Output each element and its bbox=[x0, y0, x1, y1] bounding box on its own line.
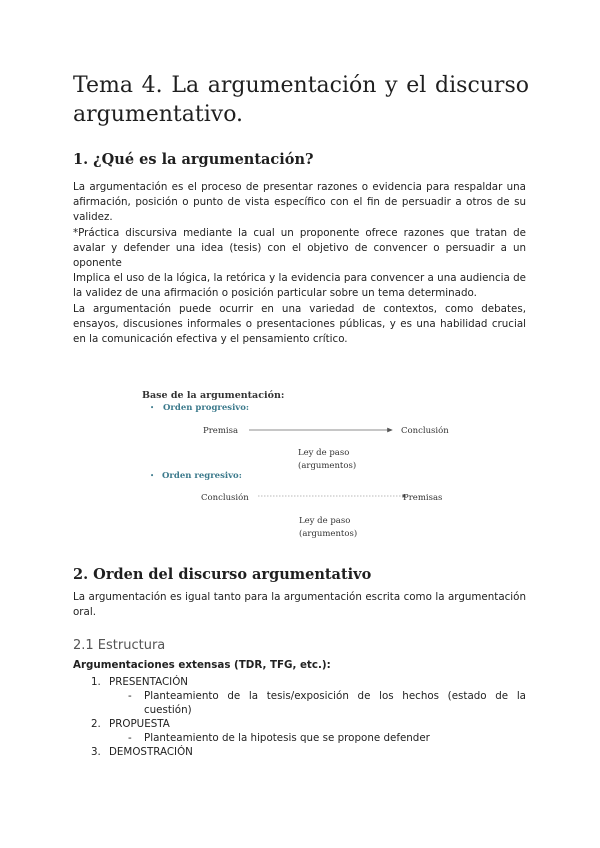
progressive-ley-de-paso: Ley de paso bbox=[298, 448, 350, 458]
list-item: DEMOSTRACIÓN bbox=[109, 746, 193, 758]
list-item: PRESENTACIÓN bbox=[109, 676, 189, 688]
progressive-argumentos: (argumentos) bbox=[298, 461, 357, 471]
list-item: PROPUESTA bbox=[109, 718, 170, 730]
argumentation-diagram bbox=[130, 380, 470, 545]
regressive-right-node: Premisas bbox=[403, 493, 443, 503]
sub-list-item: Planteamiento de la tesis/exposición de los hechos (estado de la cuestión) bbox=[144, 690, 526, 716]
paragraph: *Práctica discursiva mediante la cual un proponente ofrece razones que tratan de avalar y defender una idea (tesis) con el objetivo de convencer o persuadir a un oponente bbox=[73, 226, 526, 270]
regressive-left-node: Conclusión bbox=[201, 493, 249, 503]
list-number: 2. bbox=[91, 718, 101, 730]
regressive-argumentos: (argumentos) bbox=[299, 529, 358, 539]
sub-list-item: Planteamiento de la hipotesis que se propone defender bbox=[144, 732, 430, 744]
list-dash: - bbox=[128, 732, 132, 744]
progressive-left-node: Premisa bbox=[203, 426, 239, 436]
progressive-order-label: Orden progresivo: bbox=[163, 403, 250, 413]
regressive-ley-de-paso: Ley de paso bbox=[299, 516, 351, 526]
page-title: Tema 4. La argumentación y el discurso argumentativo. bbox=[73, 73, 529, 127]
section-1-heading: 1. ¿Qué es la argumentación? bbox=[73, 151, 314, 168]
bold-label: Argumentaciones extensas (TDR, TFG, etc.): bbox=[73, 659, 331, 671]
list-number: 3. bbox=[91, 746, 101, 758]
paragraph: Implica el uso de la lógica, la retórica y la evidencia para convencer a una audiencia de la validez de una afirmación o posición particular sobre un tema determinado. bbox=[73, 272, 526, 300]
section-2-paragraph: La argumentación es igual tanto para la argumentación escrita como la argumentación oral. bbox=[73, 591, 526, 619]
paragraph: La argumentación es el proceso de presentar razones o evidencia para respaldar una afirmación, posición o punto de vista específico con el fin de persuadir a otros de su validez. bbox=[73, 181, 526, 224]
subsection-heading: 2.1 Estructura bbox=[73, 638, 166, 653]
paragraph: La argumentación puede ocurrir en una variedad de contextos, como debates, ensayos, discusiones informales o presentaciones públicas, y es una habilidad crucial en la comunicación efectiva y el pensamiento crítico. bbox=[73, 302, 526, 346]
bullet-icon: • bbox=[150, 472, 155, 480]
section-2-heading: 2. Orden del discurso argumentativo bbox=[73, 566, 372, 583]
section-1-body bbox=[73, 180, 526, 347]
list-number: 1. bbox=[91, 676, 101, 688]
progressive-right-node: Conclusión bbox=[401, 426, 449, 436]
diagram-title: Base de la argumentación: bbox=[142, 390, 285, 401]
list-dash: - bbox=[128, 690, 132, 702]
regressive-order-label: Orden regresivo: bbox=[162, 471, 242, 481]
bullet-icon: • bbox=[150, 404, 155, 412]
